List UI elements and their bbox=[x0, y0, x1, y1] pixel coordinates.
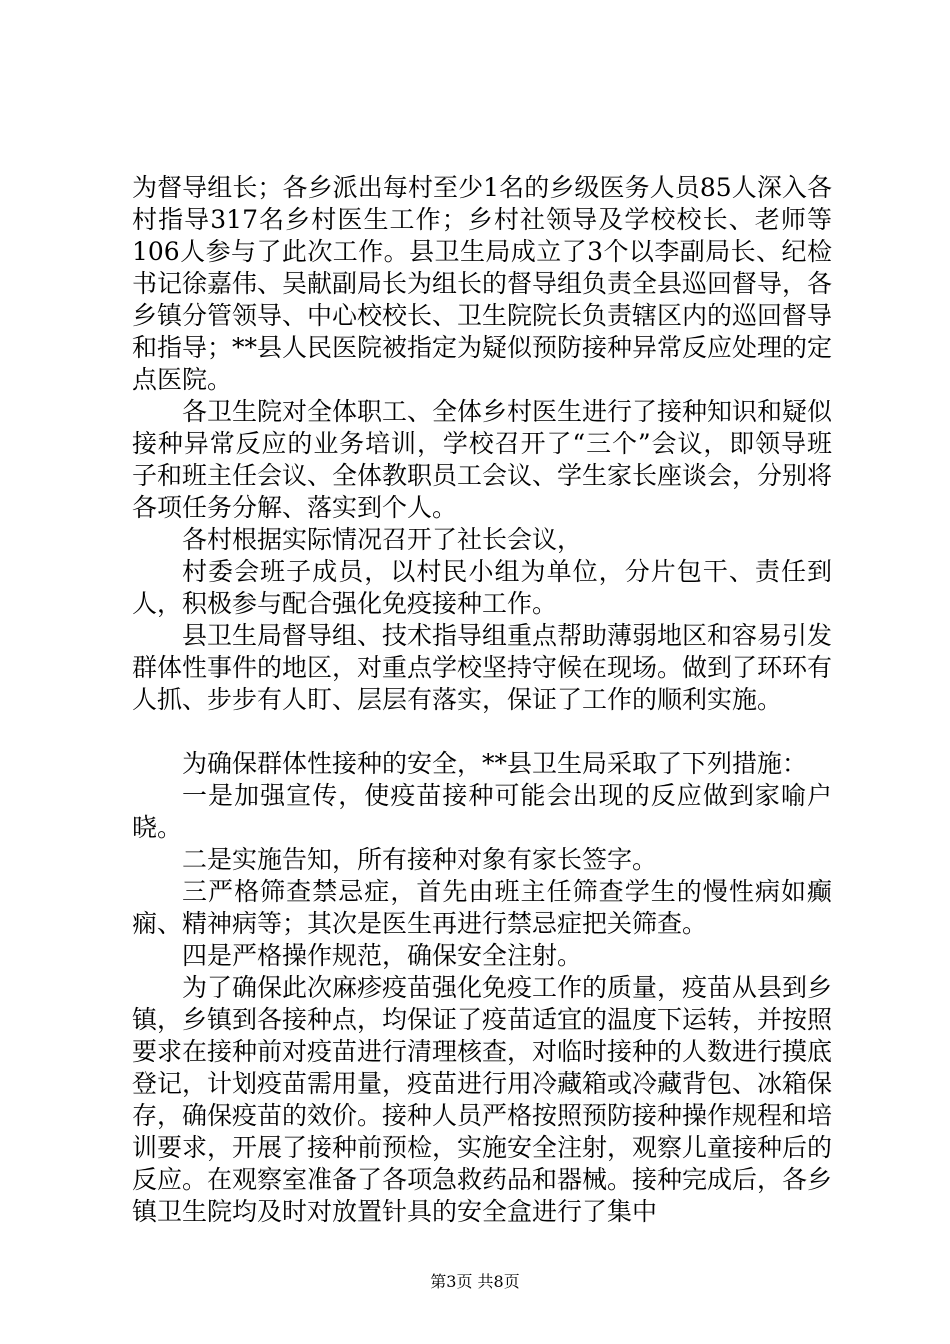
paragraph-measure-four: 四是严格操作规范，确保安全注射。 bbox=[182, 941, 583, 970]
paragraph-village-committee: 村委会班子成员，以村民小组为单位，分片包干、责任到人，积极参与配合强化免疫接种工作。 bbox=[132, 557, 832, 618]
paragraph-county-supervision: 县卫生局督导组、技术指导组重点帮助薄弱地区和容易引发群体性事件的地区，对重点学校坚持守候在现场。做到了环环有人抓、步步有人盯、层层有落实，保证了工作的顺利实施。 bbox=[132, 621, 833, 714]
paragraph-training: 各卫生院对全体职工、全体乡村医生进行了接种知识和疑似接种异常反应的业务培训，学校召开了“三个”会议，即领导班子和班主任会议、全体教职员工会议、学生家长座谈会，分别将各项任务分解、落实到个人。 bbox=[132, 397, 833, 522]
paragraph-spacer bbox=[132, 716, 832, 748]
document-body bbox=[132, 172, 832, 1228]
page-footer bbox=[0, 1272, 950, 1292]
paragraph-measure-one: 一是加强宣传，使疫苗接种可能会出现的反应做到家喻户晓。 bbox=[132, 781, 832, 842]
paragraph-supervision-team: 为督导组长；各乡派出每村至少1名的乡级医务人员85人深入各村指导317名乡村医生工作；乡村社领导及学校校长、老师等106人参与了此次工作。县卫生局成立了3个以李副局长、纪检书记徐嘉伟、吴献副局长为组长的督导组负责全县巡回督导，各乡镇分管领导、中心校校长、卫生院院长负责辖区内的巡回督导和指导；**县人民医院被指定为疑似预防接种异常反应处理的定点医院。 bbox=[132, 173, 833, 394]
page-number-label: 第3页 共8页 bbox=[430, 1272, 520, 1291]
paragraph-vaccine-quality: 为了确保此次麻疹疫苗强化免疫工作的质量，疫苗从县到乡镇，乡镇到各接种点，均保证了疫苗适宜的温度下运转，并按照要求在接种前对疫苗进行清理核查，对临时接种的人数进行摸底登记，计划疫苗需用量，疫苗进行用冷藏箱或冷藏背包、冰箱保存，确保疫苗的效价。接种人员严格按照预防接种操作规程和培训要求，开展了接种前预检，实施安全注射，观察儿童接种后的反应。在观察室准备了各项急救药品和器械。接种完成后，各乡镇卫生院均及时对放置针具的安全盒进行了集中 bbox=[132, 973, 833, 1226]
paragraph-measure-two: 二是实施告知，所有接种对象有家长签字。 bbox=[182, 845, 658, 874]
paragraph-village-meeting: 各村根据实际情况召开了社长会议， bbox=[182, 525, 583, 554]
paragraph-measure-three: 三严格筛查禁忌症，首先由班主任筛查学生的慢性病如癫痫、精神病等；其次是医生再进行禁忌症把关筛查。 bbox=[132, 877, 832, 938]
paragraph-safety-measures-intro: 为确保群体性接种的安全，**县卫生局采取了下列措施： bbox=[182, 749, 808, 778]
